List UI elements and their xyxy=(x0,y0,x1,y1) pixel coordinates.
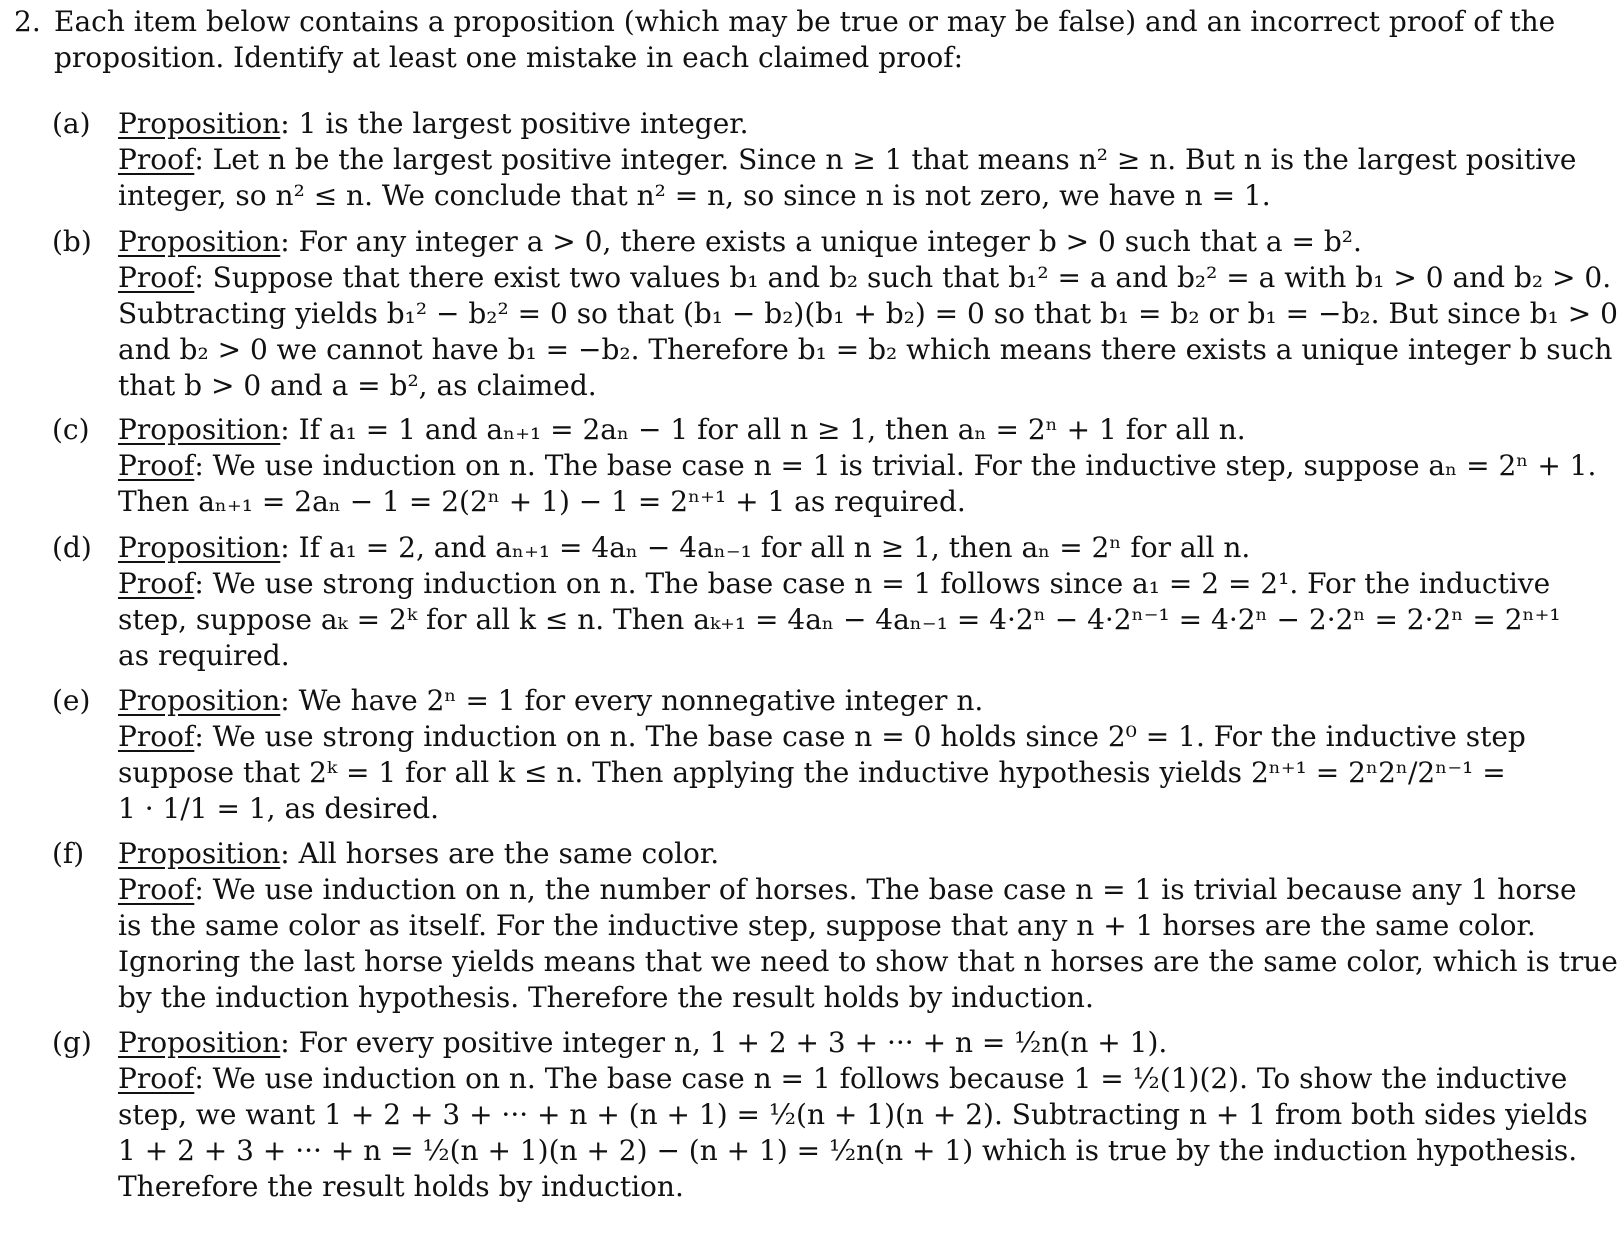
proposition-term: Proposition xyxy=(118,837,281,870)
proof-line: 1 · 1/1 = 1, as desired. xyxy=(118,792,440,825)
proof-line: step, we want 1 + 2 + 3 + ··· + n + (n + 1) = ½(n + 1)(n + 2). Subtracting n + 1 from both sides yields xyxy=(118,1098,1588,1131)
proof-line: 1 + 2 + 3 + ··· + n = ½(n + 1)(n + 2) − (n + 1) = ½n(n + 1) which is true by the induction hypothesis. xyxy=(118,1134,1578,1167)
proposition-line xyxy=(118,836,1522,872)
item-label: (f) xyxy=(52,837,85,870)
proposition-text: : For any integer a > 0, there exists a unique integer b > 0 such that a = b². xyxy=(280,225,1362,258)
proof-text: : We use strong induction on n. The base case n = 1 follows since a₁ = 2 = 2¹. For the inductive xyxy=(194,567,1551,600)
proof-line xyxy=(118,719,1526,755)
proposition-text: : All horses are the same color. xyxy=(280,837,720,870)
proposition-term: Proposition xyxy=(118,107,281,140)
item-label: (e) xyxy=(52,684,91,717)
proof-term: Proof xyxy=(118,720,195,753)
proof-text: : We use strong induction on n. The base case n = 0 holds since 2⁰ = 1. For the inductive step xyxy=(194,720,1526,753)
item-a xyxy=(52,106,1577,214)
proof-line: and b₂ > 0 we cannot have b₁ = −b₂. Therefore b₁ = b₂ which means there exists a unique integer b such xyxy=(118,333,1613,366)
proof-line xyxy=(118,142,1577,178)
proof-text: : We use induction on n, the number of horses. The base case n = 1 is trivial because any 1 horse xyxy=(194,873,1577,906)
item-body xyxy=(118,106,1577,214)
item-body xyxy=(118,836,1618,1016)
item-c xyxy=(52,412,1597,520)
item-d xyxy=(52,530,1561,674)
proof-line xyxy=(118,1061,1568,1097)
proof-line xyxy=(118,260,1612,296)
proposition-line xyxy=(118,683,1522,719)
item-body xyxy=(118,683,1526,827)
proof-line xyxy=(118,566,1551,602)
proof-line: integer, so n² ≤ n. We conclude that n² = n, so since n is not zero, we have n = 1. xyxy=(118,179,1271,212)
proof-text: : Suppose that there exist two values b₁ and b₂ such that b₁² = a and b₂² = a with b₁ > 0 and b₂ > 0. xyxy=(194,261,1612,294)
proof-term: Proof xyxy=(118,261,195,294)
item-body xyxy=(118,1025,1588,1205)
proof-term: Proof xyxy=(118,873,195,906)
proposition-line xyxy=(118,106,1522,142)
proof-line: is the same color as itself. For the inductive step, suppose that any n + 1 horses are the same color. xyxy=(118,909,1536,942)
item-b xyxy=(52,224,1618,404)
proposition-text: : If a₁ = 2, and aₙ₊₁ = 4aₙ − 4aₙ₋₁ for all n ≥ 1, then aₙ = 2ⁿ for all n. xyxy=(280,531,1251,564)
proof-line: Ignoring the last horse yields means that we need to show that n horses are the same color, which is true xyxy=(118,945,1618,978)
problem-number: 2. xyxy=(14,5,41,38)
proof-line xyxy=(118,448,1597,484)
item-f xyxy=(52,836,1618,1016)
proposition-line xyxy=(118,1025,1522,1061)
item-body xyxy=(118,412,1597,520)
proposition-line xyxy=(118,530,1522,566)
proof-term: Proof xyxy=(118,1062,195,1095)
proof-term: Proof xyxy=(118,449,195,482)
item-body xyxy=(118,530,1561,674)
proof-line xyxy=(118,872,1577,908)
item-label: (d) xyxy=(52,531,92,564)
problem-intro xyxy=(54,4,1556,76)
item-e xyxy=(52,683,1526,827)
proof-text: : We use induction on n. The base case n = 1 is trivial. For the inductive step, suppose aₙ = 2ⁿ + 1. xyxy=(194,449,1597,482)
proof-line: Therefore the result holds by induction. xyxy=(118,1170,684,1203)
item-label: (a) xyxy=(52,107,91,140)
proof-term: Proof xyxy=(118,567,195,600)
proposition-line xyxy=(118,412,1522,448)
intro-line: proposition. Identify at least one mistake in each claimed proof: xyxy=(54,41,964,74)
item-label: (c) xyxy=(52,413,90,446)
proposition-text: : 1 is the largest positive integer. xyxy=(280,107,749,140)
proof-line: by the induction hypothesis. Therefore the result holds by induction. xyxy=(118,981,1094,1014)
intro-line: Each item below contains a proposition (which may be true or may be false) and an incorrect proof of the xyxy=(54,5,1556,38)
proposition-text: : If a₁ = 1 and aₙ₊₁ = 2aₙ − 1 for all n ≥ 1, then aₙ = 2ⁿ + 1 for all n. xyxy=(280,413,1246,446)
proof-line: Then aₙ₊₁ = 2aₙ − 1 = 2(2ⁿ + 1) − 1 = 2ⁿ⁺¹ + 1 as required. xyxy=(118,485,966,518)
proof-term: Proof xyxy=(118,143,195,176)
proposition-line xyxy=(118,224,1522,260)
proposition-text: : For every positive integer n, 1 + 2 + 3 + ··· + n = ½n(n + 1). xyxy=(280,1026,1168,1059)
proof-line: suppose that 2ᵏ = 1 for all k ≤ n. Then applying the inductive hypothesis yields 2ⁿ⁺¹ = 2ⁿ2ⁿ/2ⁿ⁻¹ = xyxy=(118,756,1506,789)
proposition-term: Proposition xyxy=(118,413,281,446)
proof-line: as required. xyxy=(118,639,290,672)
proof-text: : We use induction on n. The base case n = 1 follows because 1 = ½(1)(2). To show the inductive xyxy=(194,1062,1568,1095)
proof-line: that b > 0 and a = b², as claimed. xyxy=(118,369,597,402)
item-label: (g) xyxy=(52,1026,92,1059)
proposition-term: Proposition xyxy=(118,684,281,717)
proposition-term: Proposition xyxy=(118,531,281,564)
proof-line: step, suppose aₖ = 2ᵏ for all k ≤ n. Then aₖ₊₁ = 4aₙ − 4aₙ₋₁ = 4·2ⁿ − 4·2ⁿ⁻¹ = 4·2ⁿ − 2·2ⁿ = 2·2ⁿ = 2ⁿ⁺¹ xyxy=(118,603,1561,636)
item-label: (b) xyxy=(52,225,92,258)
item-body xyxy=(118,224,1618,404)
item-g xyxy=(52,1025,1588,1205)
proof-text: : Let n be the largest positive integer. Since n ≥ 1 that means n² ≥ n. But n is the largest positive xyxy=(194,143,1577,176)
problem-header xyxy=(14,4,1556,76)
proposition-term: Proposition xyxy=(118,225,281,258)
proposition-text: : We have 2ⁿ = 1 for every nonnegative integer n. xyxy=(280,684,984,717)
proposition-term: Proposition xyxy=(118,1026,281,1059)
proof-line: Subtracting yields b₁² − b₂² = 0 so that (b₁ − b₂)(b₁ + b₂) = 0 so that b₁ = b₂ or b₁ = −b₂. But since b₁ > 0 xyxy=(118,297,1618,330)
